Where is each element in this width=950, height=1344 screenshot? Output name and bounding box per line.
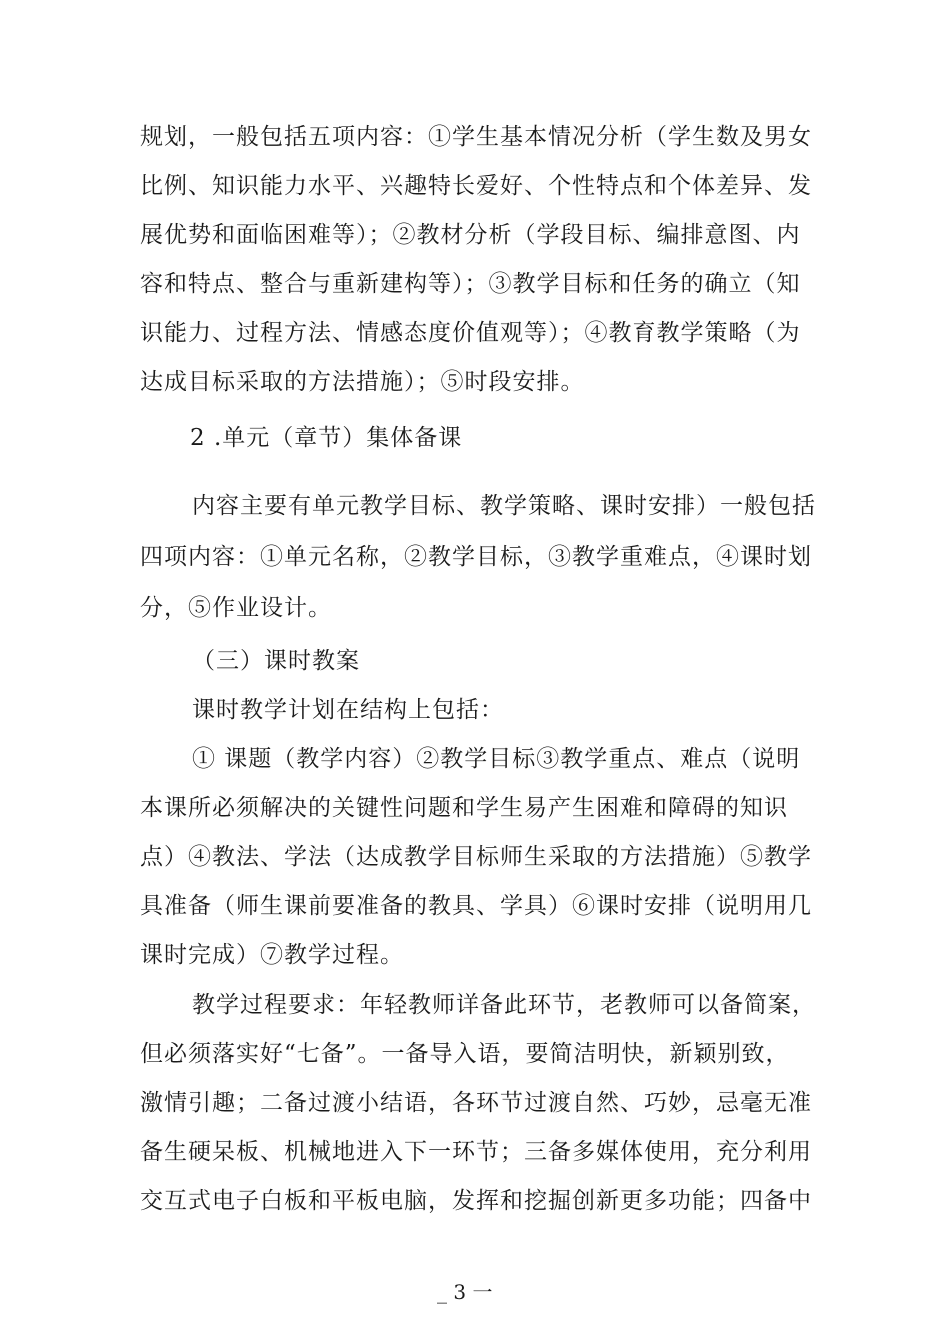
- text-line: 但必须落实好“七备”。一备导入语，要简洁明快，新颖别致，: [140, 1041, 790, 1067]
- text-line: 备生硬呆板、机械地进入下一环节；三备多媒体使用，充分利用: [140, 1139, 812, 1165]
- section-heading: 2 .单元（章节）集体备课: [190, 425, 463, 451]
- text-line: 识能力、过程方法、情感态度价值观等）；④教育教学策略（为: [140, 320, 801, 346]
- text-line: 点）④教法、学法（达成教学目标师生采取的方法措施）⑤教学: [140, 844, 812, 870]
- text-line: 分，⑤作业设计。: [140, 595, 332, 621]
- text-line: 四项内容：①单元名称，②教学目标，③教学重难点，④课时划: [140, 544, 812, 570]
- text-line: 激情引趣；二备过渡小结语，各环节过渡自然、巧妙，忌毫无准: [140, 1090, 812, 1116]
- text-line: 教学过程要求：年轻教师详备此环节，老教师可以备简案，: [192, 992, 816, 1018]
- section-heading: （三）课时教案: [192, 648, 360, 674]
- text-line: 课时完成）⑦教学过程。: [140, 942, 404, 968]
- text-line: 具准备（师生课前要准备的教具、学具）⑥课时安排（说明用几: [140, 893, 812, 919]
- text-line: 规划，一般包括五项内容：①学生基本情况分析（学生数及男女: [140, 124, 812, 150]
- text-line: 容和特点、整合与重新建构等）；③教学目标和任务的确立（知: [140, 271, 801, 297]
- text-line: 内容主要有单元教学目标、教学策略、课时安排）一般包括: [192, 493, 816, 519]
- text-line: 课时教学计划在结构上包括：: [192, 697, 504, 723]
- text-line: ① 课题（教学内容）②教学目标③教学重点、难点（说明: [192, 746, 801, 772]
- text-line: 展优势和面临困难等）；②教材分析（学段目标、编排意图、内: [140, 222, 801, 248]
- page-number: _ 3 一: [437, 1280, 493, 1304]
- text-line: 交互式电子白板和平板电脑，发挥和挖掘创新更多功能；四备中: [140, 1188, 812, 1214]
- text-line: 本课所必须解决的关键性问题和学生易产生困难和障碍的知识: [140, 795, 788, 821]
- text-line: 比例、知识能力水平、兴趣特长爱好、个性特点和个体差异、发: [140, 173, 812, 199]
- text-line: 达成目标采取的方法措施）；⑤时段安排。: [140, 369, 585, 395]
